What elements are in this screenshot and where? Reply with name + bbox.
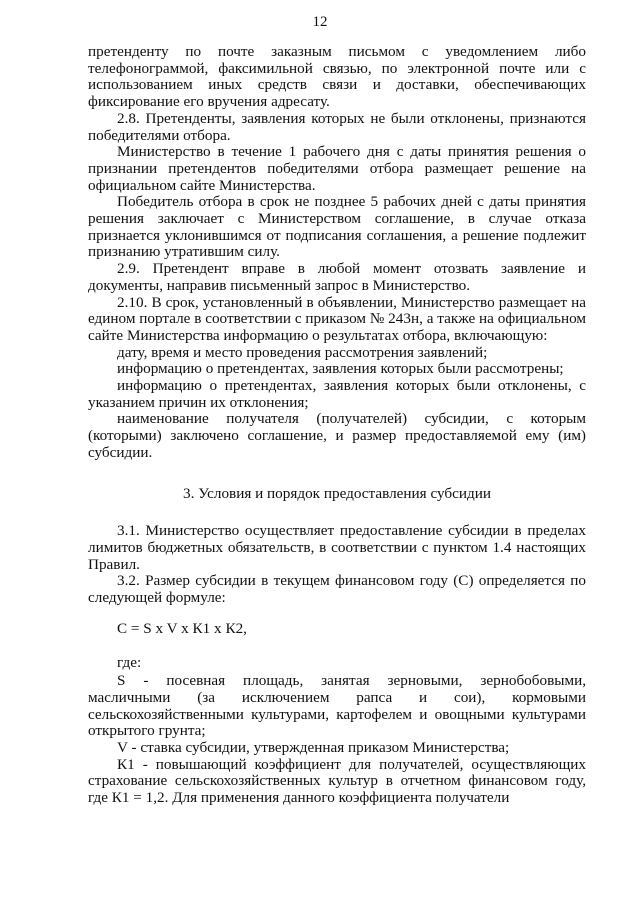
list-item-rejected-applicants: информацию о претендентах, заявления которых были отклонены, с указанием причин их отклонения; xyxy=(88,377,586,411)
list-item-recipient-name: наименование получателя (получателей) субсидии, с которым (которыми) заключено соглашение, и размер предоставляемой ему (им) субсидии. xyxy=(88,410,586,461)
subsidy-formula: С = S x V x К1 x К2, xyxy=(117,619,247,637)
paragraph-2-9: 2.9. Претендент вправе в любой момент отозвать заявление и документы, направив письменный запрос в Министерство. xyxy=(88,260,586,294)
paragraph-3-2: 3.2. Размер субсидии в текущем финансовом году (С) определяется по следующей формуле: xyxy=(88,572,586,607)
list-item-date-time-place: дату, время и место проведения рассмотрения заявлений; xyxy=(117,343,488,361)
page-number: 12 xyxy=(312,14,328,30)
paragraph-3-1: 3.1. Министерство осуществляет предоставление субсидии в пределах лимитов бюджетных обязательств, в соответствии с пунктом 1.4 настоящих Правил. xyxy=(88,522,586,573)
section-3-heading: 3. Условия и порядок предоставления субсидии xyxy=(183,484,491,502)
paragraph-2-10: 2.10. В срок, установленный в объявлении, Министерство размещает на едином портале в соответствии с приказом № 243н, а также на официальном сайте Министерства информацию о результатах отбора, включающую: xyxy=(88,293,586,344)
definition-k1: К1 - повышающий коэффициент для получателей, осуществляющих страхование сельскохозяйственных культур в отчетном финансовом году, где К1 = 1,2. Для применения данного коэффициента получатели xyxy=(88,755,586,807)
document-body xyxy=(88,44,586,807)
paragraph-notification-continued: претенденту по почте заказным письмом с уведомлением либо телефонограммой, факсимильной связью, по электронной почте или с использованием иных средств связи и доставки, обеспечивающих фиксирование его вручения адресату. xyxy=(88,43,586,111)
formula-where-label: где: xyxy=(117,653,142,671)
paragraph-winner-agreement: Победитель отбора в срок не позднее 5 рабочих дней с даты принятия решения заключает с Министерством соглашение, в случае отказа признается уклонившимся от подписания соглашения, а решение подлежит признанию утратившим силу. xyxy=(88,193,586,261)
definition-v: V - ставка субсидии, утвержденная приказом Министерства; xyxy=(117,739,510,757)
definition-s: S - посевная площадь, занятая зерновыми, зернобобовыми, масличными (за исключением рапса и сои), кормовыми сельскохозяйственными культурами, картофелем и овощными культурами открытого грунта; xyxy=(88,672,586,740)
paragraph-2-8: 2.8. Претенденты, заявления которых не были отклонены, признаются победителями отбора. xyxy=(88,109,586,144)
list-item-considered-applicants: информацию о претендентах, заявления которых были рассмотрены; xyxy=(117,360,564,378)
paragraph-ministry-publication: Министерство в течение 1 рабочего дня с даты принятия решения о признании претендентов победителями отбора размещает решение на официальном сайте Министерства. xyxy=(88,143,586,194)
